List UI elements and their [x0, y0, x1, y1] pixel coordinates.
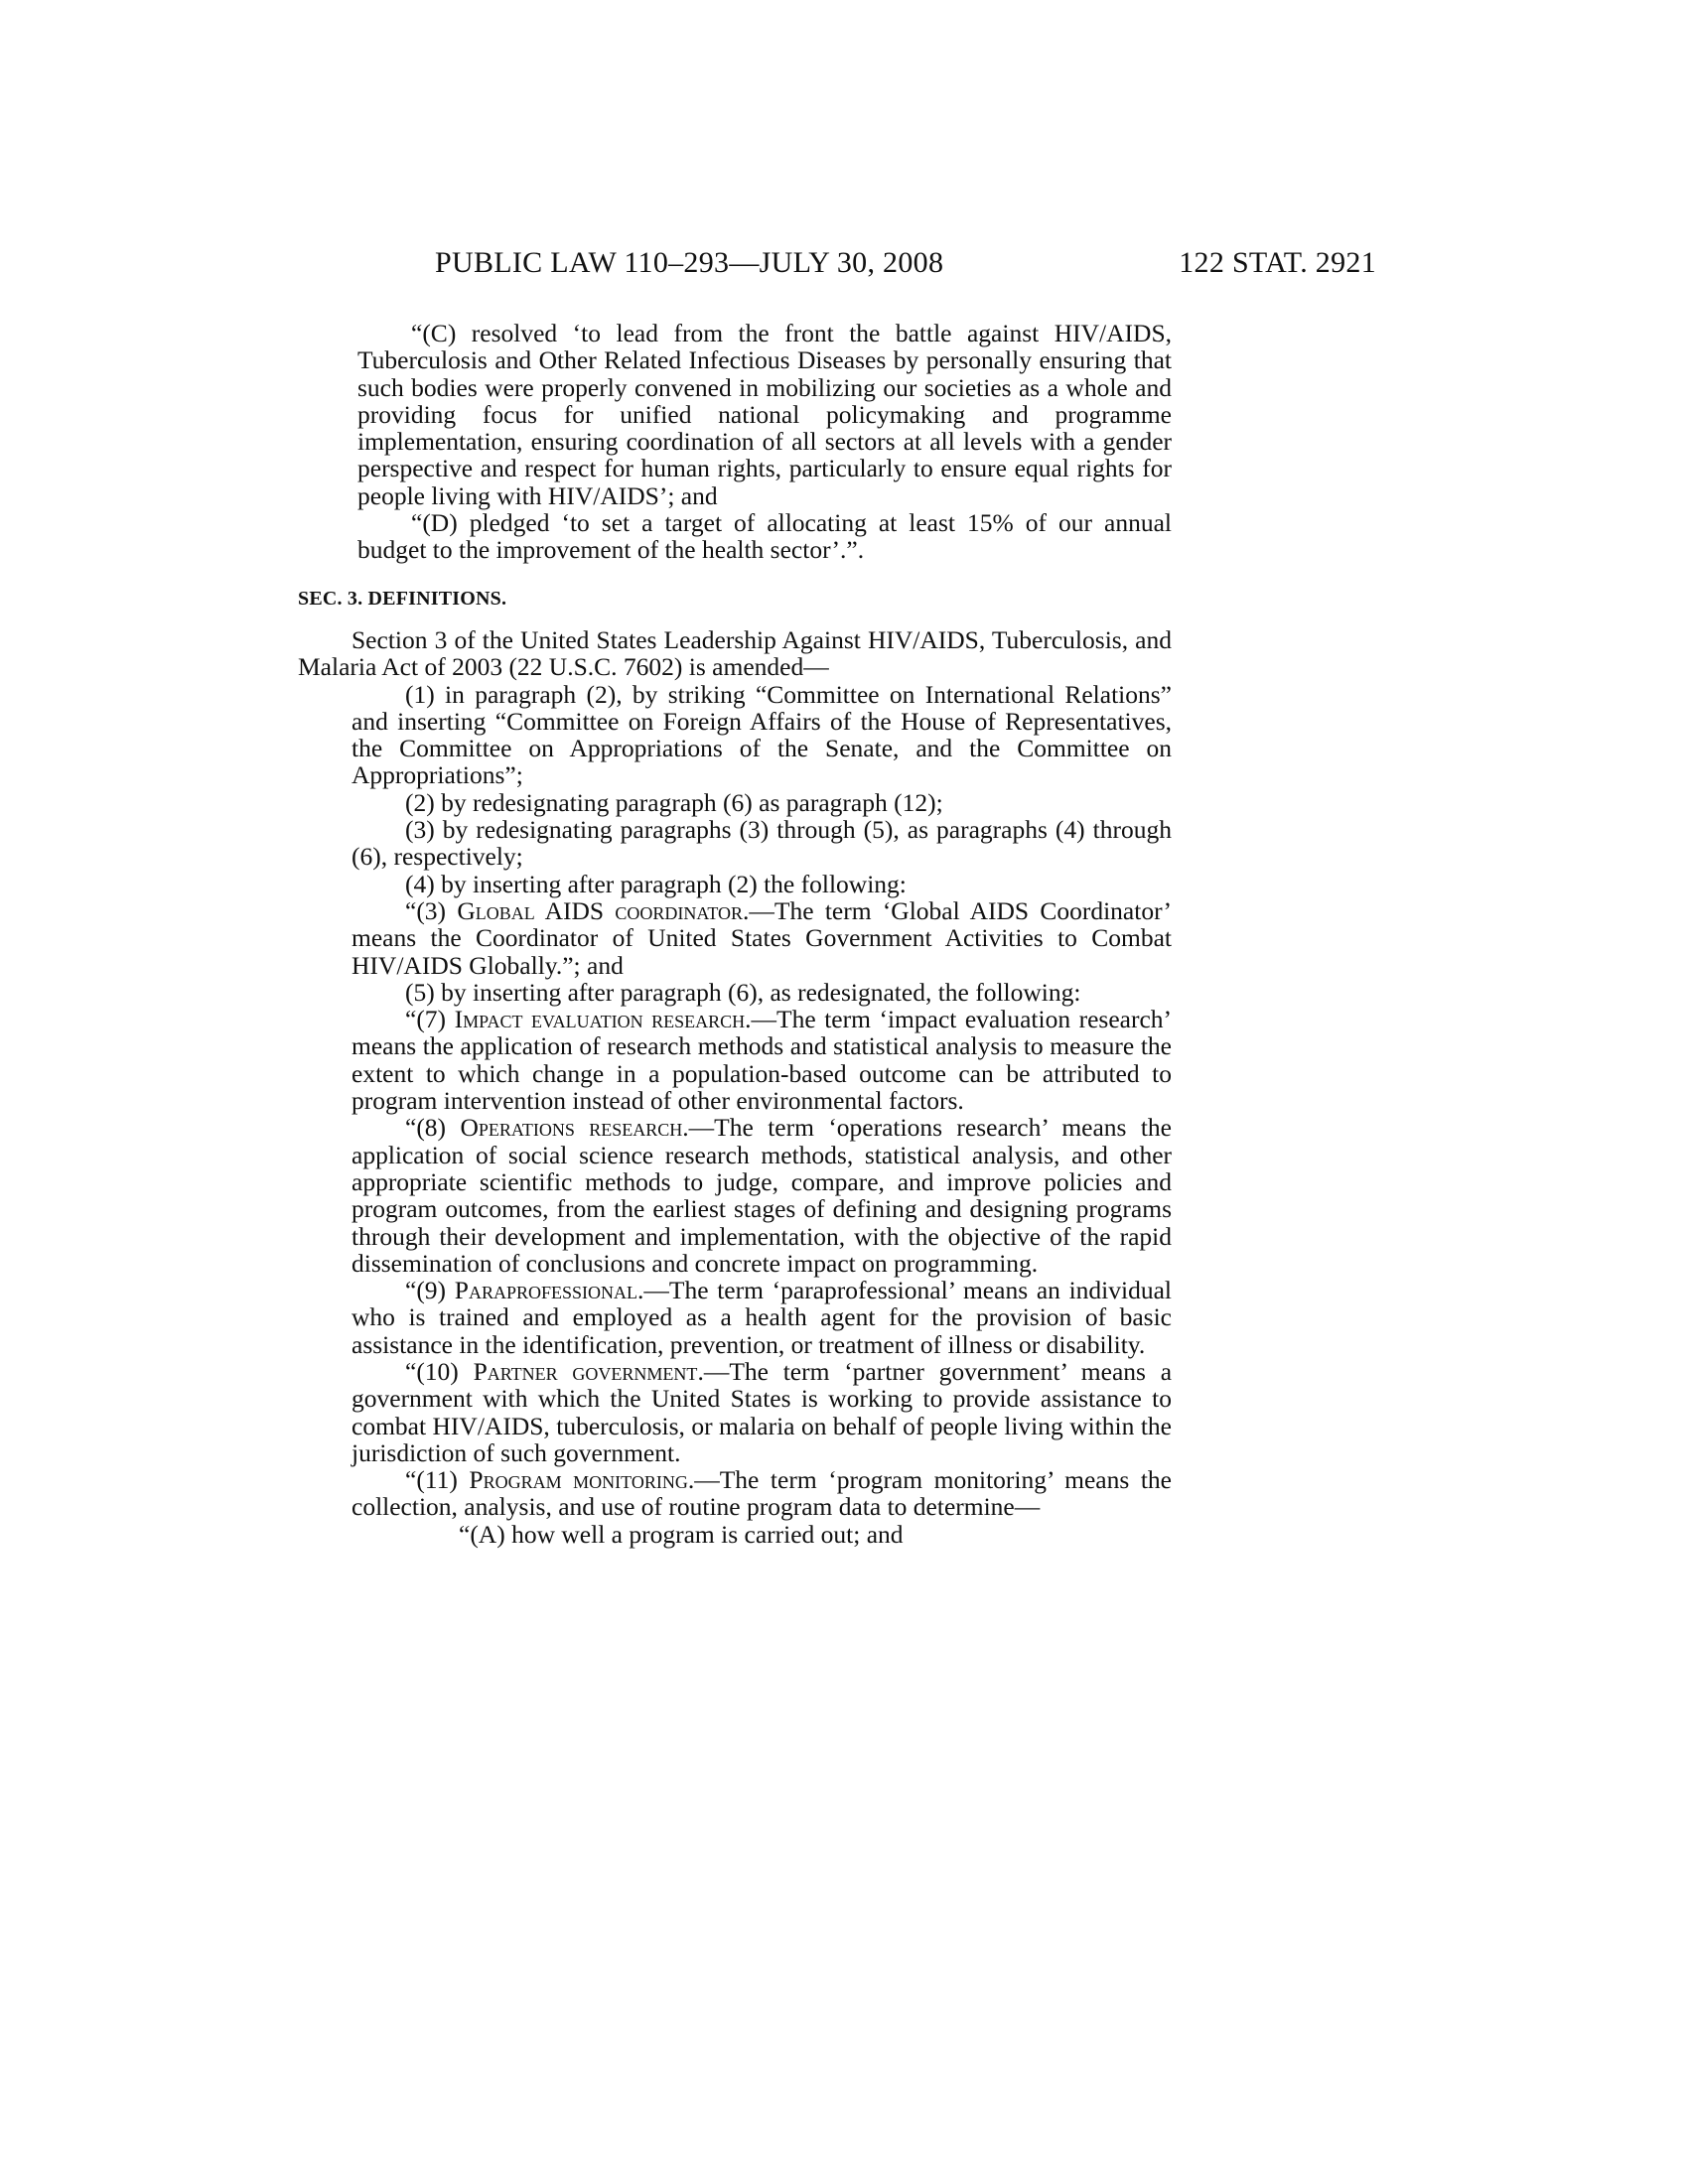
page-header: [435, 246, 1376, 286]
definition-10: [352, 1358, 1172, 1466]
definition-7-number: “(7): [405, 1005, 447, 1034]
definition-8: [352, 1114, 1172, 1277]
amendment-1: (1) in paragraph (2), by striking “Committee on International Relations” and inserting “Committee on Foreign Affairs of the House of Representatives, the Committee on Appropriations of the Senate, and the Committee on Appropriations”;: [352, 679, 1172, 790]
definition-9-text: .—The term ‘paraprofessional’ means an individual who is trained and employed as a health agent for the provision of basic assistance in the identification, prevention, or treatment of illness or disability.: [352, 1276, 1173, 1359]
definition-11: [352, 1466, 1172, 1521]
definition-8-text: .—The term ‘operations research’ means the application of social science research methods, statistical analysis, and other appropriate scientific methods to judge, compare, and improve policies and program outcomes, from the earliest stages of defining and designing programs through their development and implementation, with the objective of the rapid dissemination of conclusions and concrete impact on programming.: [352, 1113, 1173, 1278]
definition-10-term: Partner government: [473, 1356, 698, 1386]
document-body: [298, 320, 1172, 1548]
definition-8-term: Operations research: [460, 1113, 683, 1143]
definition-8-number: “(8): [405, 1113, 447, 1143]
definition-9-term: Paraprofessional: [454, 1276, 637, 1305]
definition-3-term: Global AIDS coordinator: [457, 895, 744, 925]
definition-3-text: .—The term ‘Global AIDS Coordinator’ means the Coordinator of United States Government Activities to Combat HIV/AIDS Globally.”; and: [352, 895, 1172, 980]
definition-10-number: “(10): [405, 1356, 459, 1386]
definition-11-number: “(11): [405, 1465, 458, 1495]
amendment-4: (4) by inserting after paragraph (2) the following:: [405, 869, 907, 898]
section-heading: SEC. 3. DEFINITIONS.: [298, 587, 507, 610]
definition-3: [352, 897, 1172, 979]
definition-3-number: “(3): [405, 895, 447, 925]
definition-11-subclause-a: “(A) how well a program is carried out; and: [459, 1519, 904, 1549]
definition-9: [352, 1277, 1172, 1358]
definition-7-text: .—The term ‘impact evaluation research’ means the application of research methods and statistical analysis to measure the extent to which change in a population-based outcome can be attributed to program intervention instead of other environmental factors.: [352, 1005, 1173, 1116]
section-intro: Section 3 of the United States Leadership Against HIV/AIDS, Tuberculosis, and Malaria Act of 2003 (22 U.S.C. 7602) is amended—: [298, 624, 1172, 682]
amendment-2: (2) by redesignating paragraph (6) as paragraph (12);: [405, 787, 943, 817]
clause-d: “(D) pledged ‘to set a target of allocating at least 15% of our annual budget to the improvement of the health sector’.”.: [357, 508, 1172, 565]
header-statute-page: 122 STAT. 2921: [1179, 246, 1376, 279]
definition-9-number: “(9): [405, 1276, 447, 1305]
amendment-3: (3) by redesignating paragraphs (3) through (5), as paragraphs (4) through (6), respectively;: [352, 815, 1172, 872]
definition-7-term: Impact evaluation research: [454, 1005, 746, 1034]
definition-11-text: .—The term ‘program monitoring’ means the collection, analysis, and use of routine program data to determine—: [352, 1465, 1172, 1522]
definition-11-term: Program monitoring: [469, 1465, 688, 1495]
amendment-5: (5) by inserting after paragraph (6), as redesignated, the following:: [405, 977, 1081, 1007]
clause-c: “(C) resolved ‘to lead from the front the battle against HIV/AIDS, Tuberculosis and Other Related Infectious Diseases by personally ensuring that such bodies were properly convened in mobilizing our societies as a whole and providing focus for unified national policymaking and programme implementation, ensuring coordination of all sectors at all levels with a gender perspective and respect for human rights, particularly to ensure equal rights for people living with HIV/AIDS’; and: [357, 319, 1172, 510]
definition-7: [352, 1006, 1172, 1114]
definition-10-text: .—The term ‘partner government’ means a government with which the United States is working to provide assistance to combat HIV/AIDS, tuberculosis, or malaria on behalf of people living within the jurisdiction of such government.: [352, 1356, 1173, 1467]
header-law-citation: PUBLIC LAW 110–293—JULY 30, 2008: [435, 246, 944, 279]
